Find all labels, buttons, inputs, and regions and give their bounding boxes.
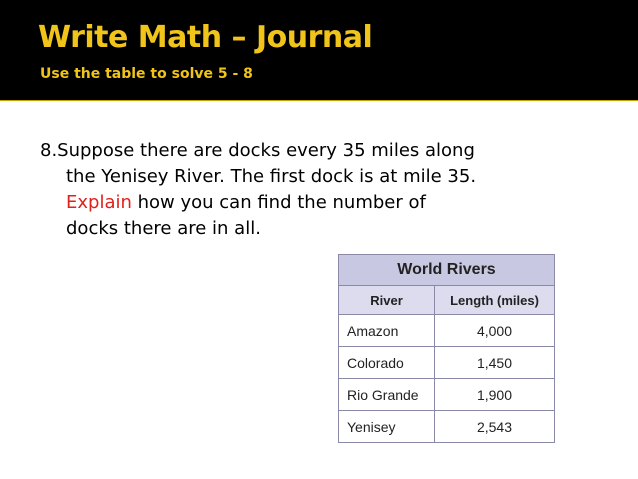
column-header-river: River (339, 286, 435, 315)
question-line: docks there are in all. (66, 218, 261, 239)
table-row (339, 379, 555, 411)
world-rivers-table (338, 254, 555, 443)
slide-header (0, 0, 638, 100)
question-line (40, 190, 620, 216)
question-line: the Yenisey River. The first dock is at mile 35. (66, 166, 477, 187)
explain-keyword: Explain (66, 192, 132, 213)
river-length: 1,900 (435, 379, 555, 411)
table-header-row (339, 286, 555, 315)
column-header-length: Length (miles) (435, 286, 555, 315)
slide-title: Write Math – Journal (38, 20, 373, 55)
river-name: Amazon (339, 315, 435, 347)
river-length: 1,450 (435, 347, 555, 379)
river-name: Yenisey (339, 411, 435, 443)
slide-subtitle: Use the table to solve 5 - 8 (40, 66, 253, 82)
river-name: Rio Grande (339, 379, 435, 411)
question-line: 8.Suppose there are docks every 35 miles along (40, 140, 475, 161)
river-length: 4,000 (435, 315, 555, 347)
river-name: Colorado (339, 347, 435, 379)
table-row (339, 347, 555, 379)
table-row (339, 315, 555, 347)
question-line-rest: how you can find the number of (131, 192, 426, 213)
river-length: 2,543 (435, 411, 555, 443)
question-text (40, 138, 620, 242)
table-row (339, 411, 555, 443)
table-title: World Rivers (339, 255, 555, 286)
header-divider (0, 100, 638, 101)
